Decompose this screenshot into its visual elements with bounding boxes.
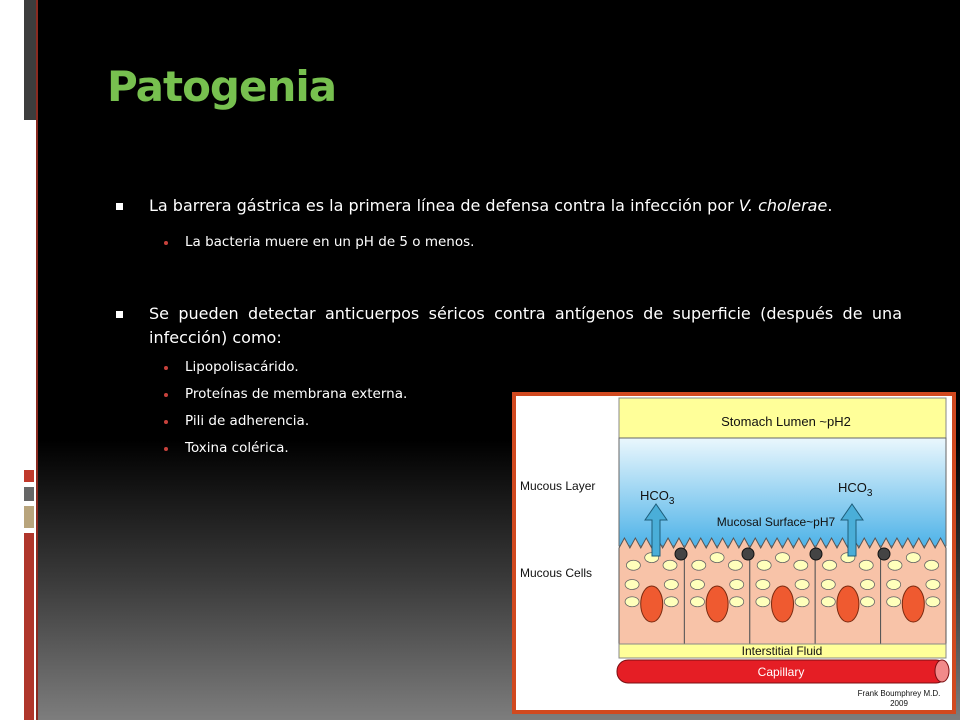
- sub-bullet-text: Toxina colérica.: [185, 440, 289, 456]
- mucus-granule: [710, 553, 724, 563]
- dot-bullet-icon: [164, 447, 168, 451]
- dot-bullet-icon: [164, 366, 168, 370]
- mucus-granule: [776, 553, 790, 563]
- mucus-granule: [926, 579, 940, 589]
- sub-bullet: [185, 411, 309, 431]
- capillary-opening: [935, 660, 949, 682]
- cell-junction-dot: [878, 548, 890, 560]
- diagram-canvas: [516, 396, 952, 710]
- mucus-granule: [859, 560, 873, 570]
- mucus-granule: [888, 560, 902, 570]
- mucus-granule: [625, 579, 639, 589]
- hco3-label-left: $HCO_3$: [640, 488, 675, 507]
- sub-bullet-text: Lipopolisacárido.: [185, 359, 299, 375]
- slide-title: Patogenia: [107, 62, 337, 111]
- mucus-granule: [861, 597, 875, 607]
- bullet-2: [149, 302, 902, 350]
- mucus-granule: [756, 579, 770, 589]
- sub-bullet: [185, 232, 474, 252]
- mucus-granule: [728, 560, 742, 570]
- dot-bullet-icon: [164, 393, 168, 397]
- mucous-cells-group: [619, 538, 946, 644]
- sub-bullet: [185, 357, 299, 377]
- dot-bullet-icon: [164, 241, 168, 245]
- bullet-1: [149, 194, 909, 218]
- mucus-granule: [925, 560, 939, 570]
- mucous-layer-label: Mucous Layer: [520, 479, 596, 493]
- mucus-granule: [795, 579, 809, 589]
- mucus-granule: [906, 553, 920, 563]
- square-bullet-icon: [116, 311, 123, 318]
- mucus-granule: [821, 597, 835, 607]
- cell-nucleus: [706, 586, 728, 622]
- mucus-granule: [823, 560, 837, 570]
- mucosal-surface-label: Mucosal Surface~pH7: [716, 515, 836, 529]
- mucus-granule: [730, 597, 744, 607]
- mucous-cells-label: Mucous Cells: [520, 566, 593, 580]
- mucus-granule: [692, 560, 706, 570]
- mucus-granule: [861, 579, 875, 589]
- bullet-1-italic: V. cholerae: [738, 196, 828, 215]
- sub-bullet-text: Pili de adherencia.: [185, 413, 310, 429]
- decor-bar: [24, 470, 34, 482]
- mucus-granule: [663, 560, 677, 570]
- sub-bullet: [185, 384, 407, 404]
- mucus-granule: [887, 597, 901, 607]
- sub-bullet: [185, 438, 289, 458]
- capillary-label: Capillary: [757, 665, 805, 679]
- mucus-granule: [690, 579, 704, 589]
- mucus-granule: [926, 597, 940, 607]
- bullet-1-text: La barrera gástrica es la primera línea de defensa contra la infección por: [149, 196, 739, 215]
- dot-bullet-icon: [164, 420, 168, 424]
- mucus-granule: [757, 560, 771, 570]
- decor-bar: [24, 506, 34, 528]
- mucus-granule: [821, 579, 835, 589]
- mucus-granule: [887, 579, 901, 589]
- credit-year: 2009: [890, 699, 908, 708]
- mucus-granule: [625, 597, 639, 607]
- bullet-2-text: Se pueden detectar anticuerpos séricos contra antígenos de superficie (después de una infección) como:: [149, 304, 902, 347]
- gastric-mucosa-diagram: [512, 392, 956, 714]
- square-bullet-icon: [116, 203, 123, 210]
- mucus-granule: [626, 560, 640, 570]
- mucus-granule: [690, 597, 704, 607]
- mucus-granule: [664, 579, 678, 589]
- cell-nucleus: [772, 586, 794, 622]
- sub-bullet-text: Proteínas de membrana externa.: [185, 386, 408, 402]
- mucus-granule: [794, 560, 808, 570]
- interstitial-fluid-label: Interstitial Fluid: [741, 644, 823, 658]
- cell-nucleus: [641, 586, 663, 622]
- mucus-granule: [730, 579, 744, 589]
- mucus-granule: [664, 597, 678, 607]
- hco3-label-right: $HCO_3$: [838, 480, 873, 499]
- sub-bullet-text: La bacteria muere en un pH de 5 o menos.: [185, 234, 475, 250]
- decor-bar: [24, 487, 34, 501]
- mucus-granule: [795, 597, 809, 607]
- decor-bar: [24, 533, 34, 720]
- cell-junction-dot: [675, 548, 687, 560]
- cell-junction-dot: [810, 548, 822, 560]
- stomach-lumen-label: Stomach Lumen ~pH2: [721, 414, 851, 429]
- mucus-granule: [756, 597, 770, 607]
- cell-nucleus: [902, 586, 924, 622]
- credit-author: Frank Boumphrey M.D.: [857, 689, 941, 698]
- bullet-1-text-end: .: [827, 196, 833, 215]
- decor-line: [36, 0, 38, 720]
- cell-nucleus: [837, 586, 859, 622]
- cell-junction-dot: [742, 548, 754, 560]
